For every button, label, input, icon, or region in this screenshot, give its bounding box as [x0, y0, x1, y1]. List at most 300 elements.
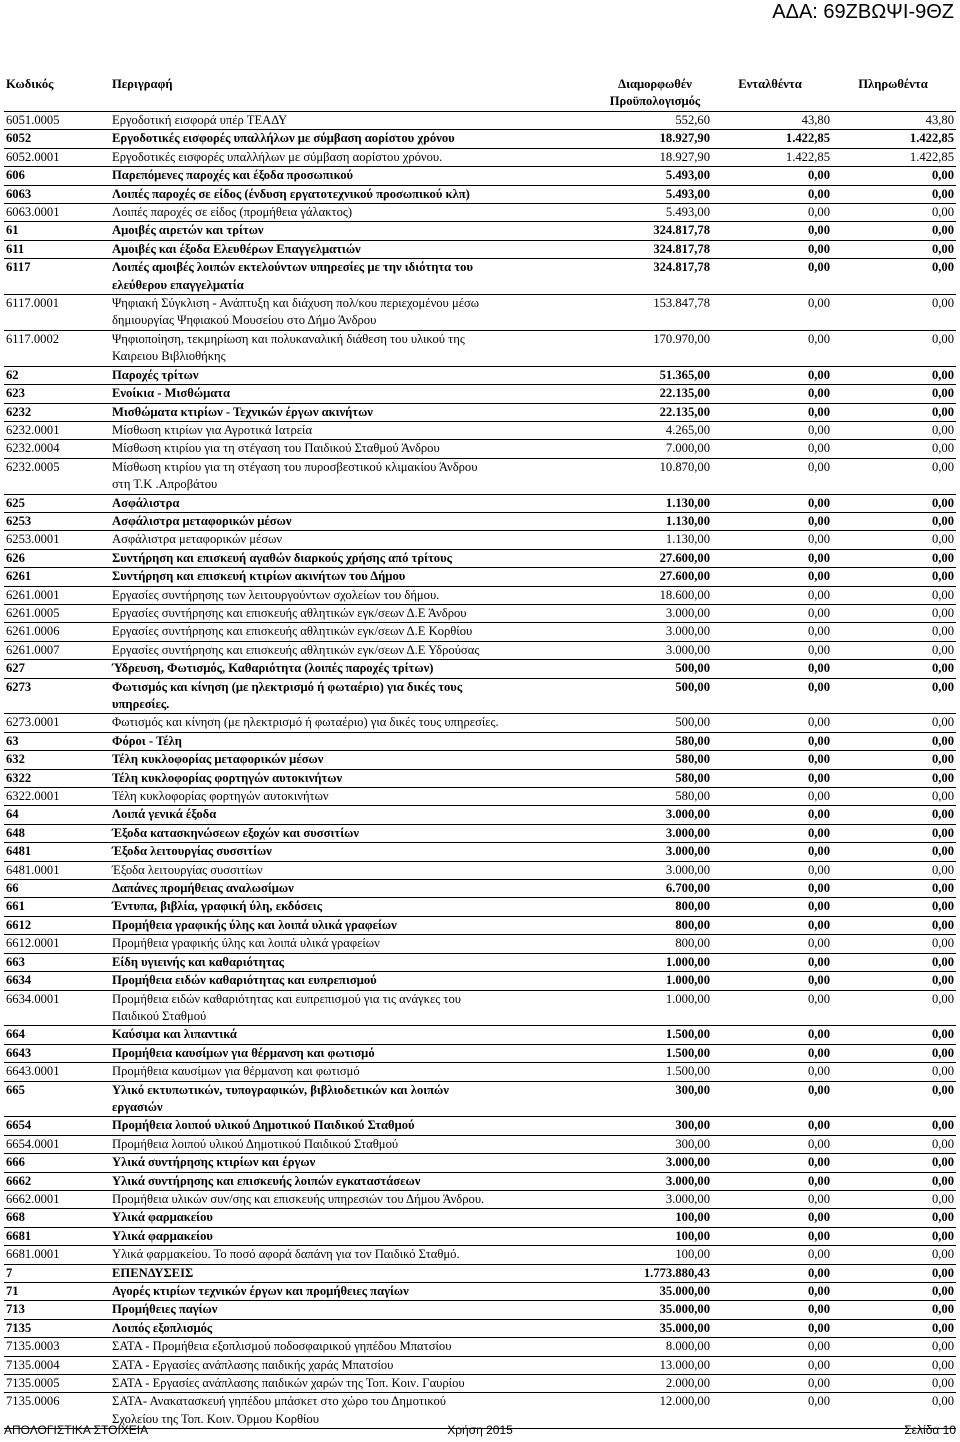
table-row	[4, 1116, 956, 1134]
row-code: 6051.0005	[6, 113, 60, 127]
row-paid: 0,00	[931, 441, 954, 456]
row-budgeted: 3.000,00	[665, 1191, 710, 1206]
row-budgeted: 3.000,00	[665, 624, 710, 639]
table-row	[4, 934, 956, 952]
row-budgeted: 800,00	[675, 899, 710, 914]
table-header	[4, 68, 956, 111]
row-ordered: 0,00	[807, 770, 830, 785]
row-code: 663	[6, 954, 25, 969]
row-description-line: Έξοδα λειτουργίας συσσιτίων	[112, 862, 263, 877]
row-paid: 0,00	[931, 1357, 954, 1372]
row-budgeted: 1.773.880,43	[643, 1265, 710, 1280]
row-description	[108, 843, 600, 860]
row-code: 7	[6, 1265, 13, 1280]
row-description	[108, 1375, 600, 1392]
row-budgeted: 3.000,00	[665, 1155, 710, 1170]
row-description-line: Υλικά συντήρησης κτιρίων και έργων	[112, 1155, 316, 1170]
row-ordered: 0,00	[807, 1045, 830, 1060]
table-row	[4, 1081, 956, 1117]
table-row	[4, 1227, 956, 1245]
row-description-line: Ψηφιακή Σύγκλιση - Ανάπτυξη και διάχυση πολ/κου περιεχομένου μέσω	[112, 296, 480, 311]
row-budgeted: 5.493,00	[665, 205, 710, 220]
row-code: 6261.0005	[6, 605, 60, 620]
row-code: 6681	[6, 1228, 32, 1243]
row-budgeted: 12.000,00	[659, 1394, 710, 1409]
row-description	[108, 660, 600, 677]
row-description-line: Είδη υγιεινής και καθαριότητας	[112, 954, 285, 969]
table-row	[4, 971, 956, 989]
row-description	[108, 1173, 600, 1190]
row-ordered: 0,00	[807, 495, 830, 510]
row-ordered: 0,00	[807, 532, 830, 547]
table-row	[4, 622, 956, 640]
row-description	[108, 1228, 600, 1245]
row-description	[108, 513, 600, 530]
row-code: 6481	[6, 844, 32, 859]
row-description	[108, 954, 600, 971]
row-budgeted: 3.000,00	[665, 844, 710, 859]
row-paid: 0,00	[931, 1284, 954, 1298]
table-row	[4, 203, 956, 221]
row-ordered: 0,00	[807, 331, 830, 346]
row-code: 6662	[6, 1173, 32, 1188]
row-budgeted: 800,00	[675, 917, 710, 932]
row-ordered: 0,00	[807, 862, 830, 877]
row-ordered: 0,00	[807, 441, 830, 456]
row-description-line: Συντήρηση και επισκευή αγαθών διαρκούς χρήσης από τρίτους	[112, 550, 452, 565]
row-ordered: 0,00	[807, 899, 830, 914]
row-description-line: Μισθώματα κτιρίων - Τεχνικών έργων ακινήτων	[112, 404, 373, 419]
table-row	[4, 1319, 956, 1337]
table-row	[4, 769, 956, 787]
table-row	[4, 1062, 956, 1080]
row-ordered: 0,00	[807, 241, 830, 256]
row-description	[108, 1301, 600, 1318]
row-description	[108, 531, 600, 548]
row-description-line: ΣΑΤΑ - Εργασίες ανάπλασης παιδικών χαρών της Τοπ. Κοιν. Γαυρίου	[112, 1376, 465, 1391]
row-code: 665	[6, 1082, 25, 1097]
row-description-line: ελεύθερου επαγγελματία	[112, 277, 244, 292]
row-description-line: Τέλη κυκλοφορίας φορτηγών αυτοκινήτων	[112, 770, 343, 785]
row-paid: 0,00	[931, 825, 954, 840]
row-description	[108, 862, 600, 879]
row-description-line: ΣΑΤΑ- Ανακατασκευή γηπέδου μπάσκετ στο χώρο του Δημοτικού	[112, 1394, 447, 1409]
header-description: Περιγραφή	[112, 77, 173, 91]
row-description-line: Ασφάλιστρα μεταφορικών μέσων	[112, 513, 292, 528]
row-ordered: 0,00	[807, 1027, 830, 1042]
row-description-line: Ύδρευση, Φωτισμός, Καθαριότητα (λοιπές παροχές τρίτων)	[112, 661, 434, 676]
row-paid: 0,00	[931, 422, 954, 437]
row-description-line: Προμήθεια λοιπού υλικού Δημοτικού Παιδικού Σταθμού	[112, 1136, 399, 1151]
row-budgeted: 3.000,00	[665, 825, 710, 840]
row-description-line: Φόροι - Τέλη	[112, 733, 182, 748]
row-paid: 0,00	[931, 642, 954, 657]
table-row	[4, 148, 956, 166]
row-code: 6232.0001	[6, 422, 60, 437]
table-row	[4, 512, 956, 530]
row-description	[108, 550, 600, 567]
row-code: 6117	[6, 260, 31, 275]
row-budgeted: 10.870,00	[659, 459, 710, 474]
row-description	[108, 714, 600, 731]
row-code: 64	[6, 807, 19, 822]
row-paid: 0,00	[931, 1027, 954, 1042]
row-description-line: Υλικά φαρμακείου. Το ποσό αφορά δαπάνη για τον Παιδικό Σταθμό.	[112, 1247, 460, 1262]
row-budgeted: 100,00	[675, 1210, 710, 1225]
row-description	[108, 222, 600, 239]
row-description-line: Προμήθεια καυσίμων για θέρμανση και φωτισμό	[112, 1064, 360, 1079]
table-row	[4, 990, 956, 1026]
row-description-line: Έξοδα λειτουργίας συσσιτίων	[112, 844, 272, 859]
row-description	[108, 623, 600, 640]
table-row	[4, 586, 956, 604]
table-row	[4, 1135, 956, 1153]
row-budgeted: 500,00	[675, 715, 710, 730]
row-description-line: Αγορές κτιρίων τεχνικών έργων και προμήθειες παγίων	[112, 1284, 409, 1298]
header-budgeted	[600, 76, 710, 110]
row-description-line: Φωτισμός και κίνηση (με ηλεκτρισμό ή φωταέριο) για δικές τους	[112, 679, 463, 694]
row-description-line: Παρεπόμενες παροχές και έξοδα προσωπικού	[112, 168, 354, 183]
table-row	[4, 1025, 956, 1043]
row-ordered: 0,00	[807, 917, 830, 932]
row-paid: 0,00	[931, 936, 954, 951]
row-paid: 0,00	[931, 1155, 954, 1170]
row-code: 6612.0001	[6, 936, 60, 951]
row-code: 6634	[6, 973, 32, 988]
row-budgeted: 27.600,00	[659, 569, 710, 584]
row-description	[108, 917, 600, 934]
row-description	[108, 186, 600, 203]
row-ordered: 0,00	[807, 296, 830, 311]
row-code: 7135.0004	[6, 1357, 60, 1372]
row-paid: 1.422,85	[909, 149, 954, 164]
row-budgeted: 100,00	[675, 1247, 710, 1262]
table-row	[4, 916, 956, 934]
row-ordered: 0,00	[807, 642, 830, 657]
row-description-line: ΕΠΕΝΔΥΣΕΙΣ	[112, 1265, 194, 1280]
row-description-line: Ενοίκια - Μισθώματα	[112, 386, 231, 401]
row-description	[108, 1191, 600, 1208]
row-budgeted: 3.000,00	[665, 605, 710, 620]
table-row	[4, 861, 956, 879]
table-row	[4, 166, 956, 184]
row-ordered: 0,00	[807, 679, 830, 694]
row-code: 6261	[6, 569, 32, 584]
row-code: 7135.0005	[6, 1376, 60, 1391]
row-ordered: 0,00	[807, 825, 830, 840]
row-description	[108, 331, 600, 366]
row-budgeted: 2.000,00	[665, 1376, 710, 1391]
row-code: 6052.0001	[6, 149, 60, 164]
table-row	[4, 1044, 956, 1062]
row-budgeted: 324.817,78	[653, 223, 710, 238]
row-description-line: Μίσθωση κτιρίου για τη στέγαση του Παιδικού Σταθμού Άνδρου	[112, 441, 440, 456]
table-row	[4, 732, 956, 750]
table-row	[4, 366, 956, 384]
row-budgeted: 5.493,00	[665, 168, 710, 183]
table-row	[4, 258, 956, 294]
row-code: 61	[6, 223, 19, 238]
row-description-line: Παιδικού Σταθμού	[112, 1008, 207, 1023]
row-description-line: Λοιπός εξοπλισμός	[112, 1320, 213, 1335]
row-budgeted: 7.000,00	[665, 441, 710, 456]
row-code: 625	[6, 495, 25, 510]
row-code: 668	[6, 1210, 25, 1225]
row-budgeted: 1.130,00	[665, 532, 710, 547]
row-paid: 0,00	[931, 679, 954, 694]
row-budgeted: 500,00	[675, 661, 710, 676]
table-row	[4, 1153, 956, 1171]
table-row	[4, 129, 956, 147]
row-ordered: 0,00	[807, 1228, 830, 1243]
row-budgeted: 100,00	[675, 1228, 710, 1243]
budget-table	[4, 68, 956, 1429]
row-paid: 0,00	[931, 550, 954, 565]
row-ordered: 0,00	[807, 1082, 830, 1097]
footer-year: Χρήση 2015	[447, 1423, 513, 1437]
row-paid: 0,00	[931, 807, 954, 822]
row-paid: 0,00	[931, 1173, 954, 1188]
table-row	[4, 1245, 956, 1263]
row-description	[108, 568, 600, 585]
row-ordered: 0,00	[807, 1357, 830, 1372]
row-description	[108, 167, 600, 184]
row-code: 623	[6, 386, 25, 401]
table-row	[4, 185, 956, 203]
table-row	[4, 1300, 956, 1318]
row-description	[108, 1320, 600, 1337]
table-row	[4, 1190, 956, 1208]
row-paid: 0,00	[931, 1339, 954, 1354]
row-paid: 0,00	[931, 186, 954, 201]
table-row	[4, 787, 956, 805]
row-description-line: Λοιπές παροχές σε είδος (ένδυση εργατοτεχνικού προσωπικού κλπ)	[112, 186, 470, 201]
row-description-line: Τέλη κυκλοφορίας φορτηγών αυτοκινήτων	[112, 789, 329, 804]
row-budgeted: 27.600,00	[659, 550, 710, 565]
table-row	[4, 879, 956, 897]
row-description	[108, 204, 600, 221]
row-ordered: 0,00	[807, 1191, 830, 1206]
row-budgeted: 4.265,00	[665, 422, 710, 437]
row-ordered: 0,00	[807, 789, 830, 804]
header-ordered: Ενταλθέντα	[738, 77, 802, 91]
row-budgeted: 1.000,00	[665, 954, 710, 969]
row-description-line: Προμήθεια γραφικής ύλης και λοιπά υλικά γραφείων	[112, 917, 397, 932]
row-paid: 0,00	[931, 223, 954, 238]
table-row	[4, 604, 956, 622]
row-description-line: Προμήθεια καυσίμων για θέρμανση και φωτισμό	[112, 1045, 375, 1060]
row-budgeted: 18.927,90	[659, 131, 710, 146]
row-budgeted: 580,00	[675, 752, 710, 767]
row-description	[108, 385, 600, 402]
row-budgeted: 580,00	[675, 733, 710, 748]
row-code: 6052	[6, 131, 32, 146]
row-ordered: 0,00	[807, 186, 830, 201]
row-code: 627	[6, 661, 25, 676]
row-paid: 0,00	[931, 367, 954, 382]
table-row	[4, 1264, 956, 1282]
row-description	[108, 440, 600, 457]
row-code: 6634.0001	[6, 991, 60, 1006]
table-row	[4, 713, 956, 731]
row-paid: 0,00	[931, 624, 954, 639]
row-ordered: 0,00	[807, 973, 830, 988]
row-ordered: 0,00	[807, 513, 830, 528]
row-ordered: 0,00	[807, 205, 830, 220]
row-paid: 0,00	[931, 260, 954, 275]
row-code: 6117.0002	[6, 331, 60, 346]
row-paid: 0,00	[931, 1082, 954, 1097]
row-code: 63	[6, 733, 19, 748]
row-description	[108, 1045, 600, 1062]
row-code: 6654.0001	[6, 1136, 60, 1151]
row-description	[108, 751, 600, 768]
row-paid: 0,00	[931, 1191, 954, 1206]
row-description-line: στη Τ.Κ .Απροβάτου	[112, 477, 218, 492]
row-description-line: Συντήρηση και επισκευή κτιρίων ακινήτων του Δήμου	[112, 569, 406, 584]
row-description	[108, 404, 600, 421]
row-code: 7135.0006	[6, 1394, 60, 1409]
row-ordered: 0,00	[807, 661, 830, 676]
row-paid: 0,00	[931, 1302, 954, 1317]
row-description	[108, 972, 600, 989]
row-paid: 0,00	[931, 459, 954, 474]
row-description-line: Υλικό εκτυπωτικών, τυπογραφικών, βιβλιοδετικών και λοιπών	[112, 1082, 449, 1097]
table-row	[4, 530, 956, 548]
row-budgeted: 35.000,00	[659, 1302, 710, 1317]
row-paid: 0,00	[931, 954, 954, 969]
table-row	[4, 294, 956, 330]
row-description-line: Έντυπα, βιβλία, γραφική ύλη, εκδόσεις	[112, 899, 323, 914]
row-paid: 0,00	[931, 241, 954, 256]
row-budgeted: 580,00	[675, 770, 710, 785]
row-description	[108, 898, 600, 915]
page-footer	[4, 1422, 956, 1438]
row-ordered: 0,00	[807, 367, 830, 382]
row-budgeted: 35.000,00	[659, 1284, 710, 1298]
row-description-line: Προμήθεια ειδών καθαριότητας και ευπρεπισμού	[112, 973, 377, 988]
row-code: 611	[6, 241, 25, 256]
row-description	[108, 1209, 600, 1226]
row-code: 6273	[6, 679, 32, 694]
row-ordered: 0,00	[807, 1376, 830, 1391]
row-ordered: 0,00	[807, 1265, 830, 1280]
table-row	[4, 1172, 956, 1190]
row-code: 7135.0003	[6, 1339, 60, 1354]
row-code: 664	[6, 1027, 25, 1042]
row-description-line: Μίσθωση κτιρίων για Αγροτικά Ιατρεία	[112, 422, 313, 437]
table-row	[4, 1282, 956, 1300]
row-budgeted: 13.000,00	[659, 1357, 710, 1372]
row-ordered: 0,00	[807, 1136, 830, 1151]
header-paid: Πληρωθέντα	[858, 77, 928, 91]
row-description-line: Εργασίες συντήρησης των λειτουργούντων σχολείων του δήμου.	[112, 587, 440, 602]
row-paid: 0,00	[931, 973, 954, 988]
row-code: 6232	[6, 404, 32, 419]
row-ordered: 0,00	[807, 422, 830, 437]
row-paid: 0,00	[931, 587, 954, 602]
row-paid: 0,00	[931, 844, 954, 859]
table-row	[4, 403, 956, 421]
row-ordered: 43,80	[801, 113, 830, 127]
table-row	[4, 111, 956, 129]
row-ordered: 1.422,85	[785, 149, 830, 164]
row-description	[108, 1154, 600, 1171]
row-ordered: 0,00	[807, 1284, 830, 1298]
row-ordered: 0,00	[807, 1210, 830, 1225]
row-paid: 0,00	[931, 1394, 954, 1409]
row-description-line: Λοιπά γενικά έξοδα	[112, 807, 217, 822]
row-code: 7135	[6, 1320, 32, 1335]
table-row	[4, 805, 956, 823]
table-row	[4, 549, 956, 567]
row-description-line: ΣΑΤΑ - Εργασίες ανάπλασης παιδικής χαράς Μπατσίου	[112, 1357, 394, 1372]
row-description-line: Μίσθωση κτιρίου για τη στέγαση του πυροσβεστικού κλιμακίου Άνδρου	[112, 459, 478, 474]
row-budgeted: 18.600,00	[659, 587, 710, 602]
row-description-line: δημιουργίας Ψηφιακού Μουσείου στο Δήμο Άνδρου	[112, 313, 377, 328]
table-row	[4, 641, 956, 659]
row-paid: 0,00	[931, 1045, 954, 1060]
row-code: 71	[6, 1284, 19, 1298]
row-paid: 0,00	[931, 1247, 954, 1262]
row-budgeted: 22.135,00	[659, 386, 710, 401]
row-paid: 0,00	[931, 1210, 954, 1225]
row-paid: 0,00	[931, 532, 954, 547]
row-description	[108, 770, 600, 787]
row-code: 6261.0007	[6, 642, 60, 657]
row-code: 661	[6, 899, 25, 914]
row-code: 6232.0005	[6, 459, 60, 474]
row-budgeted: 51.365,00	[659, 367, 710, 382]
table-row	[4, 824, 956, 842]
row-description-line: Εργοδοτικές εισφορές υπαλλήλων με σύμβαση αορίστου χρόνου.	[112, 149, 443, 164]
row-paid: 0,00	[931, 752, 954, 767]
row-ordered: 0,00	[807, 1173, 830, 1188]
row-budgeted: 8.000,00	[665, 1339, 710, 1354]
table-row	[4, 953, 956, 971]
row-budgeted: 800,00	[675, 936, 710, 951]
row-description	[108, 1265, 600, 1282]
table-row	[4, 384, 956, 402]
row-description-line: Ασφάλιστρα	[112, 495, 180, 510]
row-paid: 0,00	[931, 917, 954, 932]
row-paid: 0,00	[931, 899, 954, 914]
header-budgeted-line1: Διαμορφωθέν	[618, 77, 692, 91]
row-description	[108, 642, 600, 659]
row-description-line: Υλικά συντήρησης και επισκευής λοιπών εγκαταστάσεων	[112, 1173, 421, 1188]
row-budgeted: 1.130,00	[665, 495, 710, 510]
table-row	[4, 750, 956, 768]
row-description	[108, 295, 600, 330]
row-ordered: 0,00	[807, 991, 830, 1006]
row-description-line: Εργασίες συντήρησης και επισκευής αθλητικών εγκ/σεων Δ.Ε Άνδρου	[112, 605, 467, 620]
row-code: 6481.0001	[6, 862, 60, 877]
row-paid: 0,00	[931, 661, 954, 676]
row-paid: 0,00	[931, 605, 954, 620]
row-description	[108, 259, 600, 294]
row-budgeted: 3.000,00	[665, 807, 710, 822]
row-code: 6117.0001	[6, 296, 60, 311]
row-description-line: ΣΑΤΑ - Προμήθεια εξοπλισμού ποδοσφαιρικού γηπέδου Μπατσίου	[112, 1339, 452, 1354]
table-row	[4, 897, 956, 915]
row-paid: 43,80	[925, 113, 954, 127]
row-budgeted: 324.817,78	[653, 241, 710, 256]
row-description-line: εργασιών	[112, 1099, 163, 1114]
row-description	[108, 241, 600, 258]
row-paid: 0,00	[931, 168, 954, 183]
row-description	[108, 1026, 600, 1043]
row-description-line: Προμήθεια γραφικής ύλης και λοιπά υλικά γραφείων	[112, 936, 380, 951]
